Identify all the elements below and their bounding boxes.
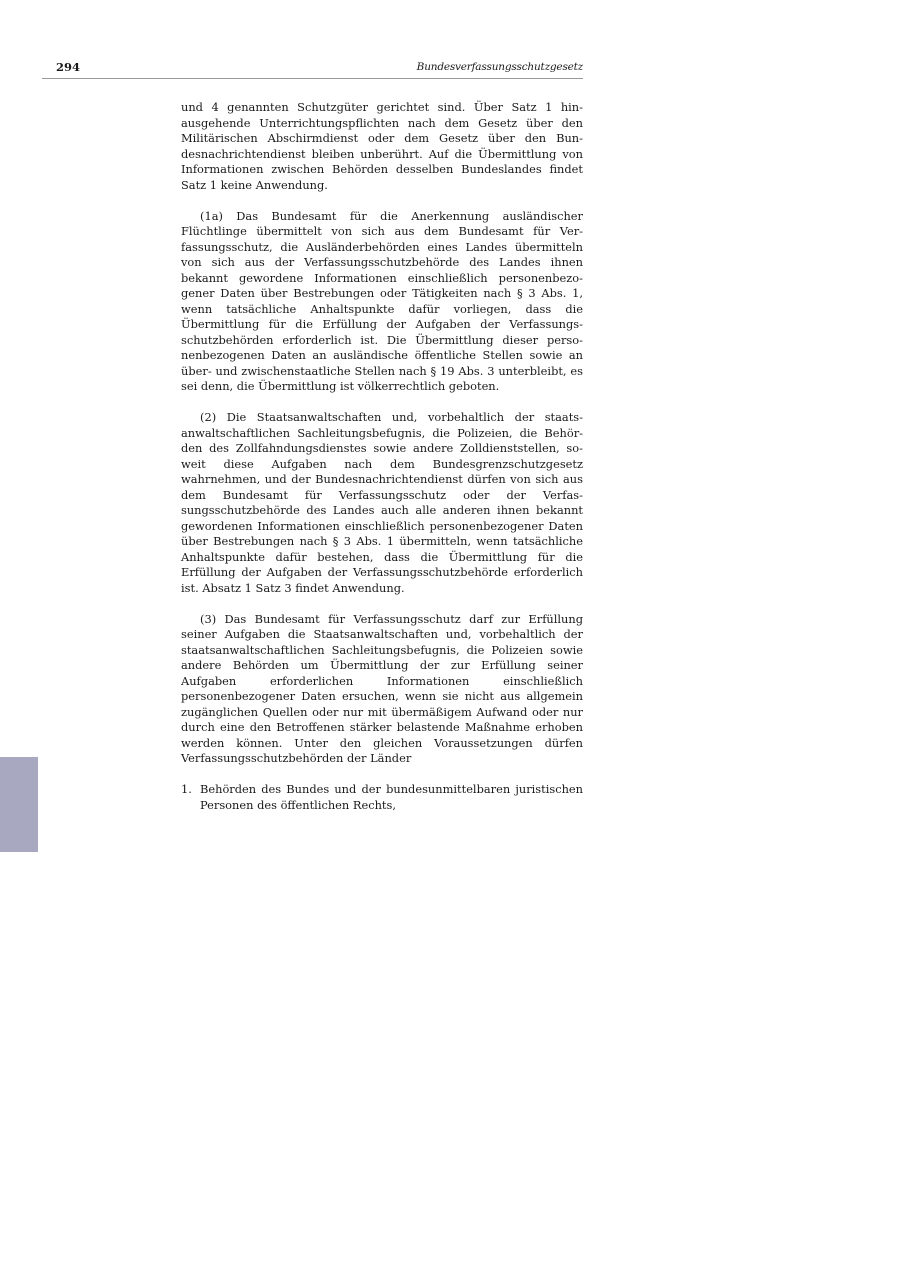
body-text [181, 100, 583, 813]
paragraph-1a: (1a) Das Bundesamt für die Anerkennung ausländischer Flüchtlinge übermittelt von sich aus dem Bundesamt für Verfassungsschutz, die Ausländerbehörden eines Landes übermitteln von sich aus der Verfassungsschutzbehörde des Landes ihnen bekannt gewordene Informationen einschließlich personenbezogener Daten über Bestrebungen oder Tätigkeiten nach § 3 Abs. 1, wenn tatsächliche Anhaltspunkte dafür vorliegen, dass die Übermittlung für die Erfüllung der Aufgaben der Verfassungsschutzbehörden erforderlich ist. Die Übermittlung dieser personenbezogenen Daten an ausländische öffentliche Stellen sowie an über- und zwischenstaatliche Stellen nach § 19 Abs. 3 unterbleibt, es sei denn, die Übermittlung ist völkerrechtlich geboten. [181, 208, 583, 393]
page-header [42, 60, 583, 79]
list-item [181, 782, 583, 813]
paragraph-continuation: und 4 genannten Schutzgüter gerichtet sind. Über Satz 1 hinausgehende Unterrichtungspflichten nach dem Gesetz über den Militärischen Abschirmdienst oder dem Gesetz über den Bundesnachrichtendienst bleiben unberührt. Auf die Übermittlung von Informationen zwischen Behörden desselben Bundeslandes findet Satz 1 keine Anwendung. [181, 100, 583, 192]
running-title: Bundesverfassungsschutzgesetz [416, 61, 583, 73]
list-item-number: 1. [181, 782, 192, 796]
chapter-thumb-tab [0, 757, 38, 852]
paragraph-2: (2) Die Staatsanwaltschaften und, vorbehaltlich der staatsanwaltschaftlichen Sachleitungsbefugnis, die Polizeien, die Behörden des Zollfahndungsdienstes sowie andere Zolldienststellen, soweit diese Aufgaben nach dem Bundesgrenzschutzgesetz wahrnehmen, und der Bundesnachrichtendienst dürfen von sich aus dem Bundesamt für Verfassungsschutz oder der Verfassungsschutzbehörde des Landes auch alle anderen ihnen bekannt gewordenen Informationen einschließlich personenbezogener Daten über Bestrebungen nach § 3 Abs. 1 übermitteln, wenn tatsächliche Anhaltspunkte dafür bestehen, dass die Übermittlung für die Erfüllung der Aufgaben der Verfassungsschutzbehörde erforderlich ist. Absatz 1 Satz 3 findet Anwendung. [181, 410, 583, 595]
list-item-text: Behörden des Bundes und der bundesunmittelbaren juristischen Personen des öffentlichen Rechts, [200, 782, 583, 812]
page-number: 294 [56, 60, 81, 74]
paragraph-3: (3) Das Bundesamt für Verfassungsschutz darf zur Erfüllung seiner Aufgaben die Staatsanwaltschaften und, vorbehaltlich der staatsanwaltschaftlichen Sachleitungsbefugnis, die Polizeien sowie andere Behörden um Übermittlung der zur Erfüllung seiner Aufgaben erforderlichen Informationen einschließlich personenbezogener Daten ersuchen, wenn sie nicht aus allgemein zugänglichen Quellen oder nur mit übermäßigem Aufwand oder nur durch eine den Betroffenen stärker belastende Maßnahme erhoben werden können. Unter den gleichen Voraussetzungen dürfen Verfassungsschutzbehörden der Länder [181, 611, 583, 765]
